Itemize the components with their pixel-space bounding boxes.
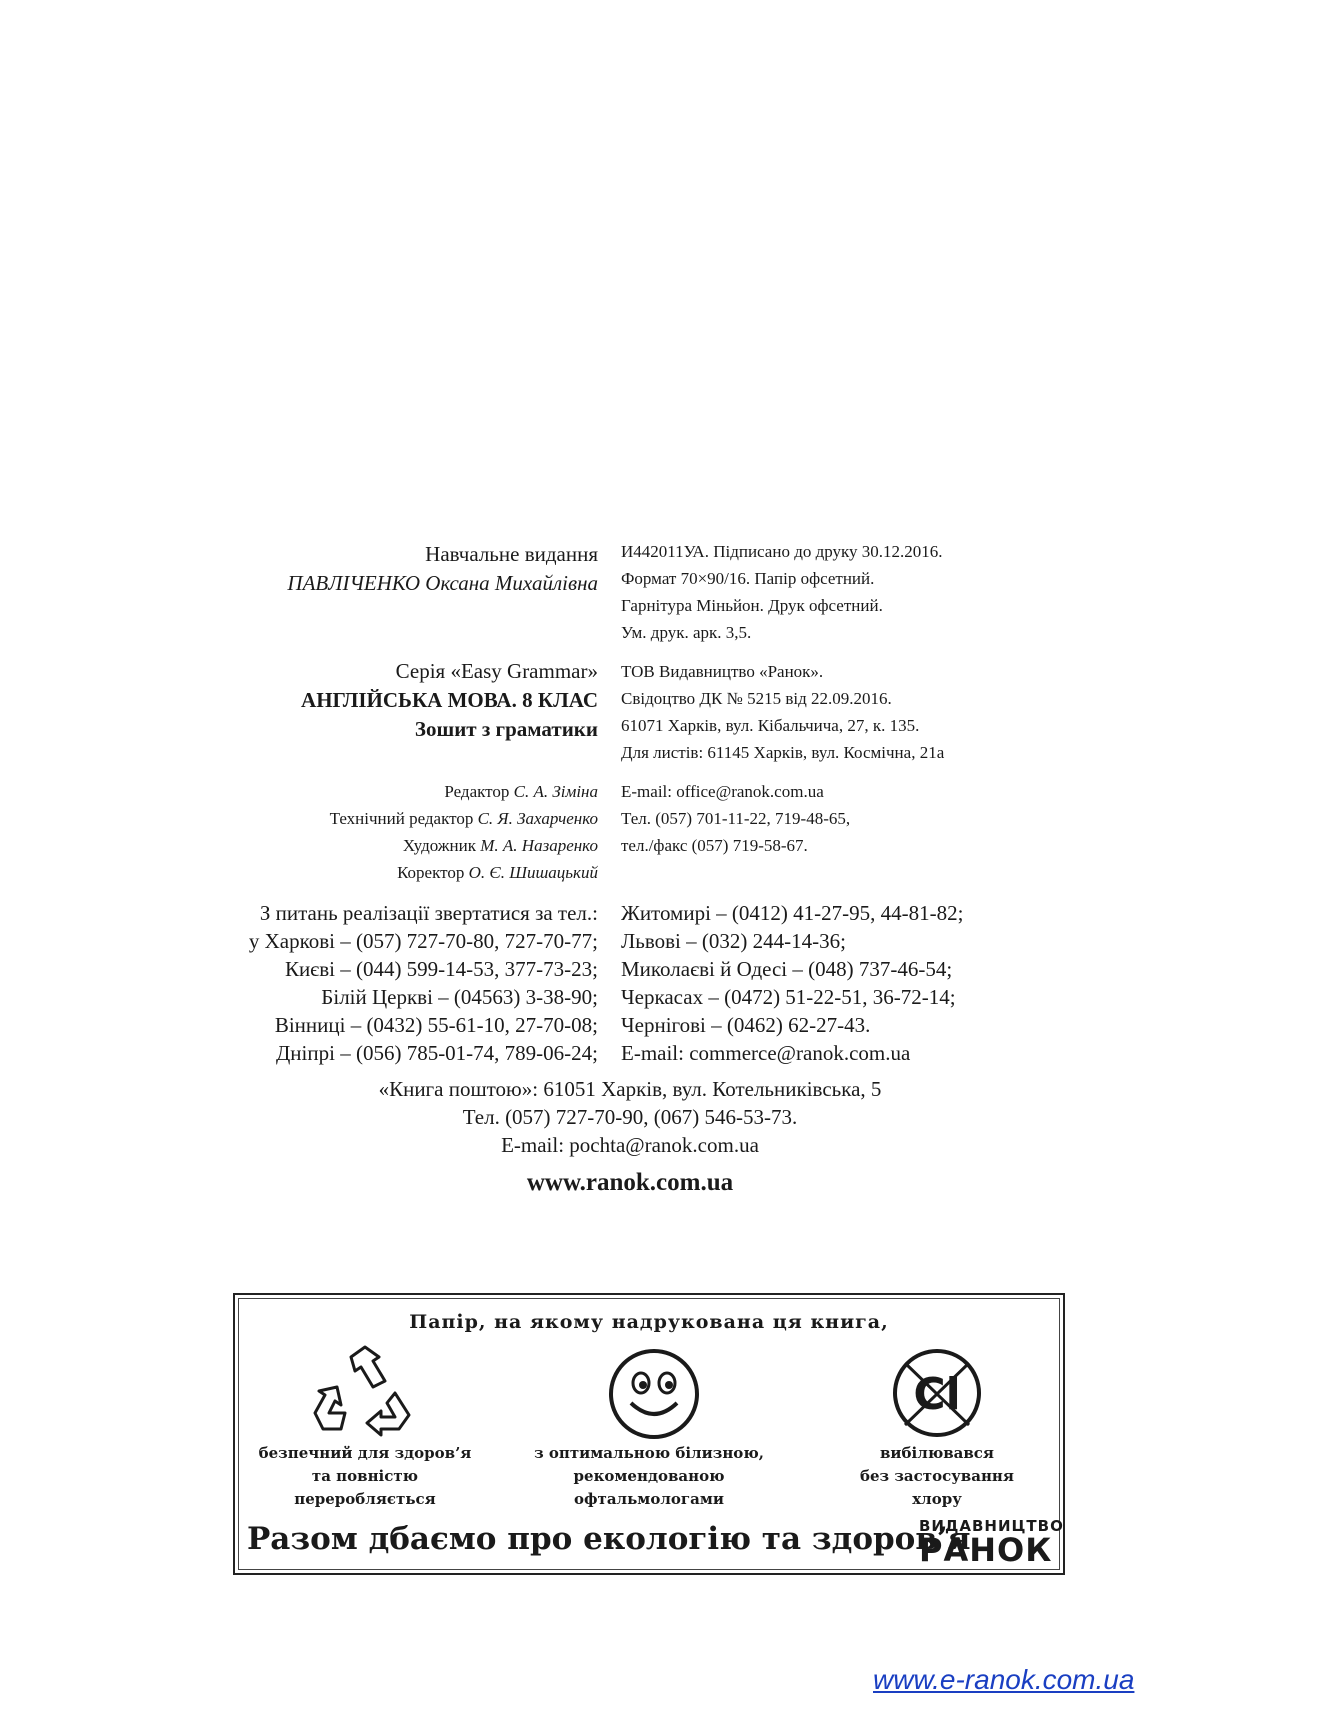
- eco-slogan: Разом дбаємо про екологію та здоров’я: [247, 1521, 971, 1557]
- eco-caption-chlorine: вибілювався без застосування хлору: [860, 1444, 1014, 1508]
- edition-type: Навчальне видання: [425, 542, 598, 566]
- print-info-line: Формат 70×90/16. Папір офсетний.: [621, 569, 875, 588]
- staff-editor: Редактор С. А. Зіміна: [444, 782, 598, 801]
- staff-proofreader: Коректор О. Є. Шишацький: [397, 863, 598, 882]
- series: Серія «Easy Grammar»: [395, 659, 598, 683]
- sales-line: З питань реалізації звертатися за тел.:: [259, 901, 598, 925]
- book-title: АНГЛІЙСЬКА МОВА. 8 КЛАС: [301, 688, 598, 712]
- no-chlorine-icon: [891, 1347, 983, 1439]
- mail-order-address: «Книга поштою»: 61051 Харків, вул. Котельниківська, 5: [378, 1077, 882, 1101]
- eco-heading: Папір, на якому надрукована ця книга,: [409, 1311, 889, 1333]
- edition-block: [287, 540, 598, 598]
- print-info-line: Ум. друк. арк. 3,5.: [621, 623, 752, 642]
- mail-order-phone: Тел. (057) 727-70-90, (067) 546-53-73.: [462, 1105, 798, 1129]
- print-info-line: Гарнітура Міньйон. Друк офсетний.: [621, 596, 883, 615]
- sales-line: Києві – (044) 599-14-53, 377-73-23;: [284, 957, 598, 981]
- publisher-line: Свідоцтво ДК № 5215 від 22.09.2016.: [621, 689, 892, 708]
- sales-line: Житомирі – (0412) 41-27-95, 44-81-82;: [621, 901, 964, 925]
- sales-line: Дніпрі – (056) 785-01-74, 789-06-24;: [275, 1041, 598, 1065]
- series-block: [301, 657, 598, 744]
- sales-line: Львові – (032) 244-14-36;: [621, 929, 846, 953]
- book-subtitle: Зошит з граматики: [414, 717, 598, 741]
- smiley-icon: [607, 1347, 701, 1441]
- publisher-block: [621, 658, 944, 766]
- contacts-block: [621, 778, 850, 859]
- sales-line: у Харкові – (057) 727-70-80, 727-70-77;: [248, 929, 598, 953]
- sales-right: [621, 899, 963, 1067]
- publisher-line: ТОВ Видавництво «Ранок».: [621, 662, 824, 681]
- sales-line: Білій Церкві – (04563) 3-38-90;: [321, 985, 598, 1009]
- eco-caption-brightness: з оптимальною білизною, рекомендованою офтальмологами: [534, 1444, 764, 1508]
- eco-info-box: [233, 1293, 1065, 1575]
- recycle-icon: [311, 1343, 419, 1443]
- print-info-line: И442011УА. Підписано до друку 30.12.2016.: [621, 542, 943, 561]
- eco-caption-recycle: безпечний для здоров’я та повністю переробляється: [258, 1444, 472, 1508]
- mail-order-email: E-mail: pochta@ranok.com.ua: [501, 1133, 759, 1157]
- contact-line: тел./факс (057) 719-58-67.: [621, 836, 808, 855]
- footer-link[interactable]: www.e-ranok.com.ua: [873, 1664, 1135, 1695]
- svg-text:Cl: Cl: [913, 1369, 961, 1420]
- ranok-logo: ВИДАВНИЦТВО РАНОК: [919, 1517, 1064, 1569]
- publisher-line: Для листів: 61145 Харків, вул. Космічна, 21а: [621, 743, 945, 762]
- sales-left: [249, 899, 598, 1067]
- print-info-block: [621, 538, 943, 646]
- sales-line: Миколаєві й Одесі – (048) 737-46-54;: [621, 957, 953, 981]
- staff-block: [330, 778, 598, 886]
- website: www.ranok.com.ua: [526, 1169, 734, 1196]
- sales-line: Черкасах – (0472) 51-22-51, 36-72-14;: [621, 985, 956, 1009]
- sales-line: Чернігові – (0462) 62-27-43.: [621, 1013, 871, 1037]
- mail-order-block: [0, 1075, 1260, 1159]
- sales-line: E-mail: commerce@ranok.com.ua: [621, 1041, 911, 1065]
- contact-line: E-mail: office@ranok.com.ua: [621, 782, 824, 801]
- author: ПАВЛІЧЕНКО Оксана Михайлівна: [287, 571, 598, 595]
- staff-tech-editor: Технічний редактор С. Я. Захарченко: [329, 809, 598, 828]
- contact-line: Тел. (057) 701-11-22, 719-48-65,: [621, 809, 851, 828]
- publisher-line: 61071 Харків, вул. Кібальчича, 27, к. 135.: [621, 716, 920, 735]
- staff-artist: Художник М. А. Назаренко: [402, 836, 598, 855]
- sales-line: Вінниці – (0432) 55-61-10, 27-70-08;: [274, 1013, 598, 1037]
